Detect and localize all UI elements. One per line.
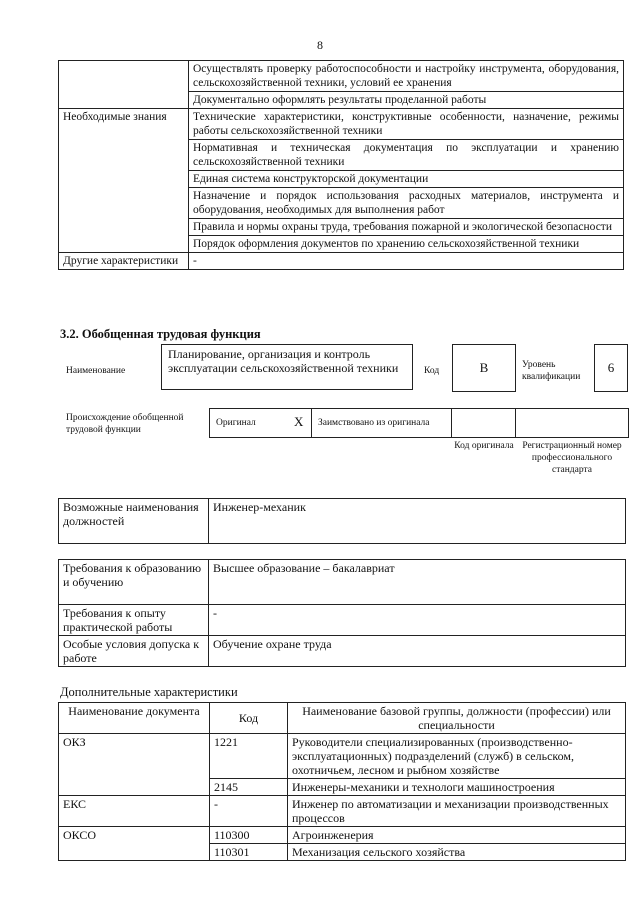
origin-label: Происхождение обобщенной трудовой функции (66, 413, 184, 435)
requirement-value: Высшее образование – бакалавриат (209, 560, 626, 605)
requirement-label: Особые условия допуска к работе (59, 636, 209, 667)
code-value: B (479, 360, 489, 375)
table-row (59, 109, 624, 140)
header-document: Наименование документа (59, 703, 210, 734)
list-item: Нормативная и техническая документация по эксплуатации и хранению сельскохозяйственной техники (189, 140, 624, 171)
list-item: Осуществлять проверку работоспособности и настройку инструмента, оборудования, сельскохозяйственной техники, условий ее хранения (189, 61, 624, 92)
row-label-knowledge: Необходимые знания (59, 109, 189, 253)
list-item: Единая система конструкторской документации (189, 171, 624, 188)
cell-name: Руководители специализированных (производственно-эксплуатационных) подразделений (служб) в сельском, охотничьем, лесном и рыбном хозяйстве (288, 734, 626, 779)
original-label: Оригинал (216, 418, 256, 428)
additional-title: Дополнительные характеристики (60, 685, 238, 699)
cell-name: Агроинженерия (288, 827, 626, 844)
list-item: Правила и нормы охраны труда, требования пожарной и экологической безопасности (189, 219, 624, 236)
table-row (59, 560, 626, 605)
name-label: Наименование (66, 366, 126, 376)
table-header-row (59, 703, 626, 734)
positions-label: Возможные наименования должностей (59, 499, 209, 544)
requirement-value: Обучение охране труда (209, 636, 626, 667)
origin-divider-2 (451, 408, 452, 437)
requirements-table (58, 559, 626, 667)
positions-table (58, 498, 626, 544)
row-label-other: Другие характеристики (59, 253, 189, 270)
section-heading: 3.2. Обобщенная трудовая функция (60, 327, 261, 341)
table-row (59, 796, 626, 827)
reg-number-caption: Регистрационный номер профессионального стандарта (522, 441, 622, 475)
requirement-label: Требования к опыту практической работы (59, 605, 209, 636)
code-box (452, 344, 516, 392)
header-code: Код (210, 703, 288, 734)
cell-name: Инженер по автоматизации и механизации производственных процессов (288, 796, 626, 827)
cell-code: - (210, 796, 288, 827)
borrowed-label: Заимствовано из оригинала (318, 418, 430, 428)
page-number: 8 (317, 38, 323, 52)
cell-code: 110300 (210, 827, 288, 844)
header-name: Наименование базовой группы, должности (профессии) или специальности (288, 703, 626, 734)
cell-doc: ЕКС (59, 796, 210, 827)
requirement-value: - (209, 605, 626, 636)
code-label: Код (424, 366, 440, 376)
cell-doc: ОКЗ (59, 734, 210, 796)
table-row (59, 253, 624, 270)
list-item: - (189, 253, 624, 270)
origin-divider-1 (311, 408, 312, 437)
cell-code: 2145 (210, 779, 288, 796)
list-item: Назначение и порядок использования расходных материалов, инструмента и оборудования, необходимых для выполнения работ (189, 188, 624, 219)
additional-table (58, 702, 626, 861)
origin-divider-3 (515, 408, 516, 437)
cell-name: Механизация сельского хозяйства (288, 844, 626, 861)
table-row (59, 605, 626, 636)
function-name-value: Планирование, организация и контроль эксплуатации сельскохозяйственной техники (168, 347, 399, 375)
level-label: Уровень квалификации (522, 360, 581, 382)
original-mark: X (294, 414, 304, 429)
cell-doc: ОКСО (59, 827, 210, 861)
skills-knowledge-table (58, 60, 624, 270)
table-row (59, 636, 626, 667)
row-label (59, 61, 189, 109)
list-item: Порядок оформления документов по хранению сельскохозяйственной техники (189, 236, 624, 253)
table-row (59, 827, 626, 844)
level-box (594, 344, 628, 392)
code-original-caption: Код оригинала (454, 441, 514, 451)
table-row (59, 61, 624, 92)
cell-name: Инженеры-механики и технологи машиностроения (288, 779, 626, 796)
table-row (59, 499, 626, 544)
cell-code: 1221 (210, 734, 288, 779)
positions-value: Инженер-механик (209, 499, 626, 544)
table-row (59, 734, 626, 779)
cell-code: 110301 (210, 844, 288, 861)
requirement-label: Требования к образованию и обучению (59, 560, 209, 605)
function-name-box (161, 344, 413, 390)
list-item: Документально оформлять результаты проделанной работы (189, 92, 624, 109)
list-item: Технические характеристики, конструктивные особенности, назначение, режимы работы сельскохозяйственной техники (189, 109, 624, 140)
level-value: 6 (607, 360, 615, 375)
